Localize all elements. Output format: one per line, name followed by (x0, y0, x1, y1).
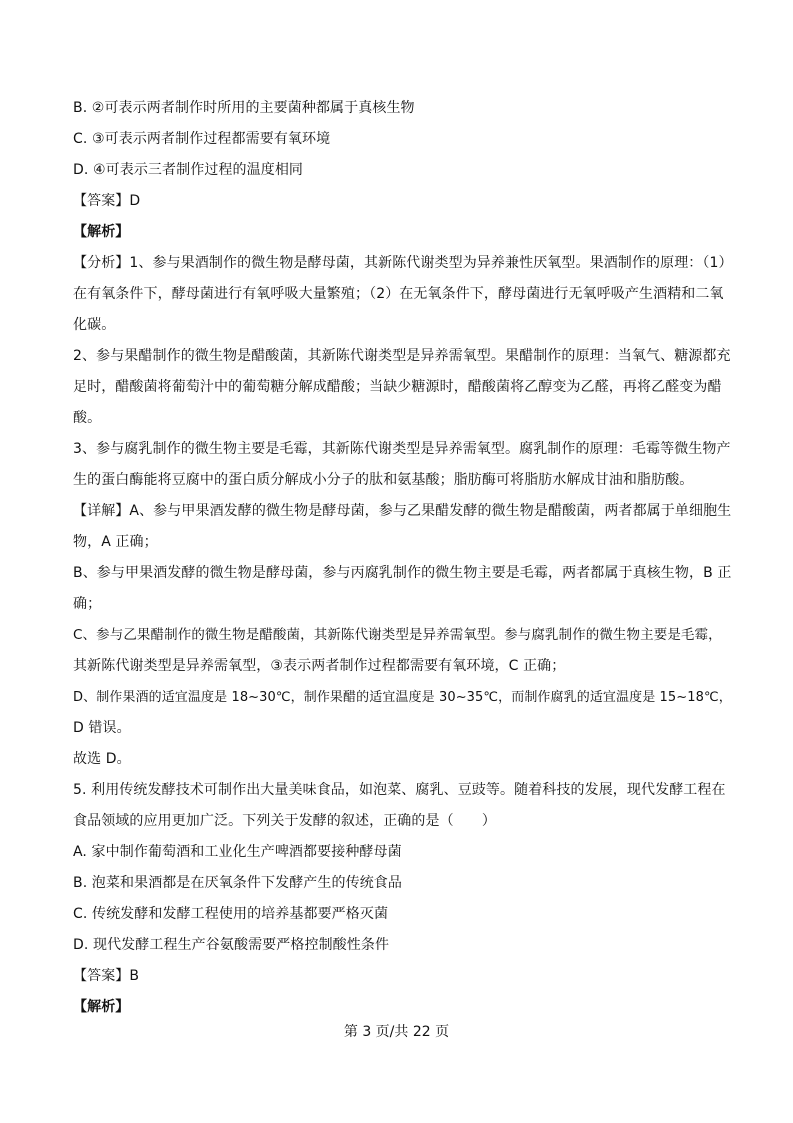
text-line: 故选 D。 (73, 751, 131, 767)
text-line: 【分析】1、参与果酒制作的微生物是酵母菌，其新陈代谢类型为异养兼性厌氧型。果酒制作的原理：（1） (73, 255, 733, 271)
text-line: 生的蛋白酶能将豆腐中的蛋白质分解成小分子的肽和氨基酸；脂肪酶可将脂肪水解成甘油和脂肪酸。 (73, 472, 694, 488)
text-line: 【解析】 (73, 224, 130, 240)
text-line: 其新陈代谢类型是异养需氧型，③表示两者制作过程都需要有氧环境，C 正确； (73, 658, 566, 674)
text-line: D、制作果酒的适宜温度是 18~30℃，制作果醋的适宜温度是 30~35℃，而制作腐乳的适宜温度是 15~18℃， (73, 690, 732, 705)
text-line: C. ③可表示两者制作过程都需要有氧环境 (73, 131, 331, 147)
text-line: 酸。 (73, 410, 102, 426)
text-line: C、参与乙果醋制作的微生物是醋酸菌，其新陈代谢类型是异养需氧型。参与腐乳制作的微生物主要是毛霉， (73, 627, 722, 643)
text-line: 确； (73, 596, 102, 612)
text-line: 足时，醋酸菌将葡萄汁中的葡萄糖分解成醋酸；当缺少糖源时，醋酸菌将乙醇变为乙醛，再将乙醛变为醋 (73, 379, 722, 395)
text-line: B、参与甲果酒发酵的微生物是酵母菌，参与丙腐乳制作的微生物主要是毛霉，两者都属于真核生物，B 正 (73, 565, 732, 581)
text-line: 【答案】D (73, 193, 141, 209)
text-line: B. ②可表示两者制作时所用的主要菌种都属于真核生物 (73, 100, 415, 116)
text-line: 5. 利用传统发酵技术可制作出大量美味食品，如泡菜、腐乳、豆豉等。随着科技的发展，现代发酵工程在 (73, 782, 726, 798)
text-line: B. 泡菜和果酒都是在厌氧条件下发酵产生的传统食品 (73, 875, 403, 891)
text-line: D 错误。 (73, 720, 131, 736)
text-line: 【解析】 (73, 999, 130, 1015)
text-line: 【详解】A、参与甲果酒发酵的微生物是酵母菌，参与乙果醋发酵的微生物是醋酸菌，两者都属于单细胞生 (73, 503, 732, 519)
text-line: D. ④可表示三者制作过程的温度相同 (73, 162, 304, 178)
text-line: 在有氧条件下，酵母菌进行有氧呼吸大量繁殖；（2）在无氧条件下，酵母菌进行无氧呼吸产生酒精和二氧 (73, 286, 724, 302)
page-footer: 第 3 页/共 22 页 (343, 1024, 450, 1040)
text-line: 化碳。 (73, 317, 116, 333)
text-line: 2、参与果醋制作的微生物是醋酸菌，其新陈代谢类型是异养需氧型。果醋制作的原理：当氧气、糖源都充 (73, 348, 731, 364)
text-line: 食品领域的应用更加广泛。下列关于发酵的叙述，正确的是（ ） (73, 813, 496, 829)
text-line: C. 传统发酵和发酵工程使用的培养基都要严格灭菌 (73, 906, 389, 922)
text-line: 3、参与腐乳制作的微生物主要是毛霉，其新陈代谢类型是异养需氧型。腐乳制作的原理：毛霉等微生物产 (73, 441, 731, 457)
text-line: 物，A 正确； (73, 534, 158, 550)
text-line: 【答案】B (73, 968, 140, 984)
text-line: A. 家中制作葡萄酒和工业化生产啤酒都要接种酵母菌 (73, 844, 402, 860)
page-content (73, 93, 733, 1023)
text-line: D. 现代发酵工程生产谷氨酸需要严格控制酸性条件 (73, 937, 390, 953)
